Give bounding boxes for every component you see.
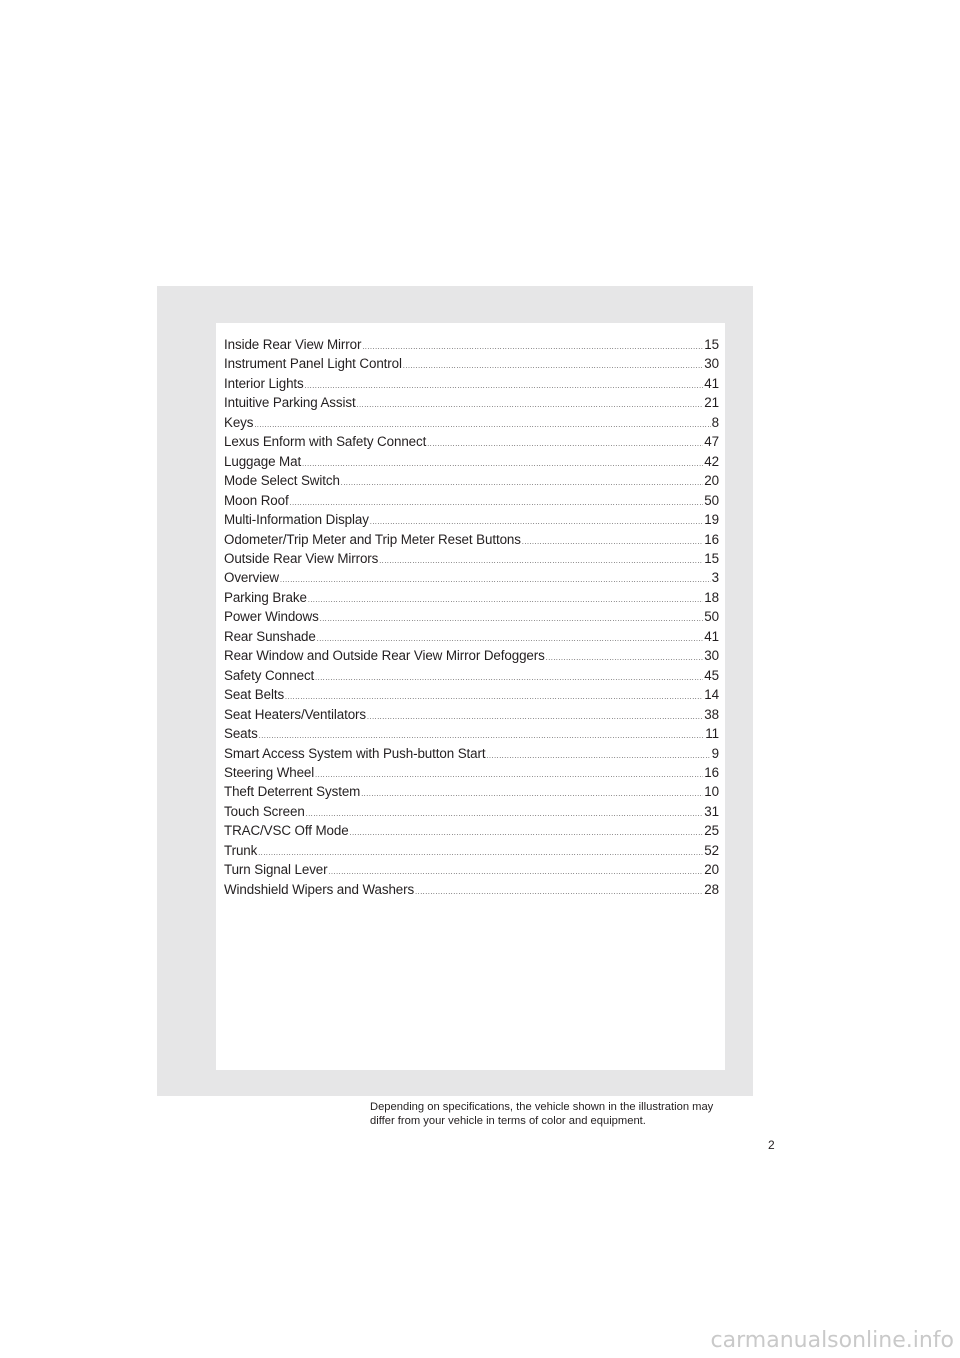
index-entry[interactable]: [224, 646, 719, 665]
index-entry-page: 20: [704, 473, 719, 489]
index-entry[interactable]: [224, 685, 719, 704]
dot-leader: [362, 338, 703, 357]
index-entry-title: Parking Brake: [224, 589, 307, 605]
index-entry-title: Inside Rear View Mirror: [224, 337, 362, 352]
index-entry[interactable]: [224, 452, 719, 471]
index-entry-title: Keys: [224, 414, 254, 430]
index-entry-page: 47: [704, 434, 719, 450]
index-entry-page: 18: [704, 589, 719, 605]
index-entry[interactable]: [224, 627, 719, 646]
index-entry[interactable]: [224, 530, 719, 549]
index-entry-title: Lexus Enform with Safety Connect: [224, 434, 427, 450]
index-entry-page: 15: [704, 550, 719, 566]
index-entry-page: 14: [704, 687, 719, 703]
index-entry-page: 45: [704, 667, 719, 683]
index-entry[interactable]: [224, 705, 719, 724]
dot-leader: [308, 591, 703, 610]
index-entry-title: Multi-Information Display: [224, 512, 369, 528]
index-entry-page: 3: [711, 570, 719, 586]
index-entry-title: Windshield Wipers and Washers: [224, 881, 415, 897]
index-entry-page: 30: [704, 356, 719, 372]
index-entry-page: 38: [704, 706, 719, 722]
index-entry-page: 41: [704, 375, 719, 391]
dot-leader: [302, 455, 703, 474]
footnote-line-2: differ from your vehicle in terms of color and equipment.: [370, 1115, 646, 1127]
index-entry[interactable]: [224, 782, 719, 801]
index-entry[interactable]: [224, 491, 719, 510]
dot-leader: [486, 747, 710, 766]
index-entry-title: Luggage Mat: [224, 453, 302, 469]
watermark-text: carmanualsonline.info: [710, 1328, 954, 1353]
index-entry-page: 31: [704, 803, 719, 819]
index-entry-page: 52: [704, 842, 719, 858]
index-entry-title: TRAC/VSC Off Mode: [224, 823, 349, 839]
index-entry[interactable]: [224, 802, 719, 821]
dot-leader: [320, 610, 704, 629]
index-entry-page: 16: [704, 531, 719, 547]
dot-leader: [379, 552, 703, 571]
index-entry[interactable]: [224, 393, 719, 412]
index-entry-page: 10: [704, 784, 719, 800]
index-entry-page: 11: [705, 726, 719, 742]
index-entry-title: Mode Select Switch: [224, 473, 340, 489]
index-entry[interactable]: [224, 510, 719, 529]
dot-leader: [357, 396, 704, 415]
index-entry-page: 16: [704, 764, 719, 780]
index-entry-title: Rear Window and Outside Rear View Mirror Defoggers: [224, 648, 545, 664]
index-entry[interactable]: [224, 821, 719, 840]
dot-leader: [522, 533, 703, 552]
index-entry-title: Seats: [224, 726, 258, 742]
index-entry-title: Safety Connect: [224, 667, 315, 683]
dot-leader: [403, 357, 703, 376]
dot-leader: [341, 474, 704, 493]
dot-leader: [427, 435, 703, 454]
index-entry-title: Odometer/Trip Meter and Trip Meter Reset Buttons: [224, 531, 521, 547]
index-entry-page: 30: [704, 648, 719, 664]
index-entry-title: Overview: [224, 570, 280, 586]
dot-leader: [305, 377, 704, 396]
index-entry-title: Rear Sunshade: [224, 628, 316, 644]
dot-leader: [280, 571, 711, 590]
index-entry[interactable]: [224, 666, 719, 685]
index-entry[interactable]: [224, 374, 719, 393]
dot-leader: [546, 649, 704, 668]
index-entry-page: 9: [711, 745, 719, 761]
dot-leader: [350, 824, 704, 843]
dot-leader: [361, 785, 703, 804]
index-entry[interactable]: [224, 880, 719, 899]
illustration-footnote: [370, 1100, 760, 1128]
index-entry[interactable]: [224, 744, 719, 763]
page-number: 2: [768, 1138, 775, 1152]
index-entry-title: Intuitive Parking Assist: [224, 395, 356, 411]
dot-leader: [315, 669, 703, 688]
index-entry-page: 21: [704, 395, 719, 411]
index-entry[interactable]: [224, 860, 719, 879]
index-entry-page: 28: [704, 881, 719, 897]
index-entry-page: 50: [704, 609, 719, 625]
index-entry-title: Trunk: [224, 842, 258, 858]
index-entry-title: Smart Access System with Push-button Start: [224, 745, 486, 761]
index-entry-title: Interior Lights: [224, 375, 304, 391]
index-entry[interactable]: [224, 607, 719, 626]
index-entry[interactable]: [224, 841, 719, 860]
index-entry-page: 15: [704, 337, 719, 352]
index-entry-title: Touch Screen: [224, 803, 305, 819]
index-entry[interactable]: [224, 354, 719, 373]
index-entry-page: 42: [704, 453, 719, 469]
index-entry[interactable]: [224, 588, 719, 607]
index-entry-page: 41: [704, 628, 719, 644]
index-entry-page: 50: [704, 492, 719, 508]
index-entry-title: Seat Belts: [224, 687, 285, 703]
index-entry[interactable]: [224, 724, 719, 743]
index-entry[interactable]: [224, 335, 719, 354]
index-entry-page: 25: [704, 823, 719, 839]
index-entry-title: Power Windows: [224, 609, 319, 625]
index-entry-page: 8: [711, 414, 719, 430]
index-entry[interactable]: [224, 413, 719, 432]
index-entry-title: Seat Heaters/Ventilators: [224, 706, 367, 722]
index-entry-title: Outside Rear View Mirrors: [224, 550, 379, 566]
index-entry[interactable]: [224, 549, 719, 568]
dot-leader: [315, 766, 703, 785]
index-entry[interactable]: [224, 432, 719, 451]
index-entry[interactable]: [224, 568, 719, 587]
dot-leader: [415, 883, 703, 902]
index-entry-title: Theft Deterrent System: [224, 784, 361, 800]
index-entry-page: 19: [704, 512, 719, 528]
index-entry-title: Steering Wheel: [224, 764, 315, 780]
index-list: [224, 335, 719, 899]
index-entry[interactable]: [224, 763, 719, 782]
index-entry-title: Turn Signal Lever: [224, 862, 328, 878]
dot-leader: [367, 708, 703, 727]
index-entry-title: Moon Roof: [224, 492, 289, 508]
index-entry[interactable]: [224, 471, 719, 490]
index-entry-page: 20: [704, 862, 719, 878]
dot-leader: [306, 805, 704, 824]
index-entry-title: Instrument Panel Light Control: [224, 356, 402, 372]
footnote-line-1: Depending on specifications, the vehicle shown in the illustration may: [370, 1101, 714, 1113]
